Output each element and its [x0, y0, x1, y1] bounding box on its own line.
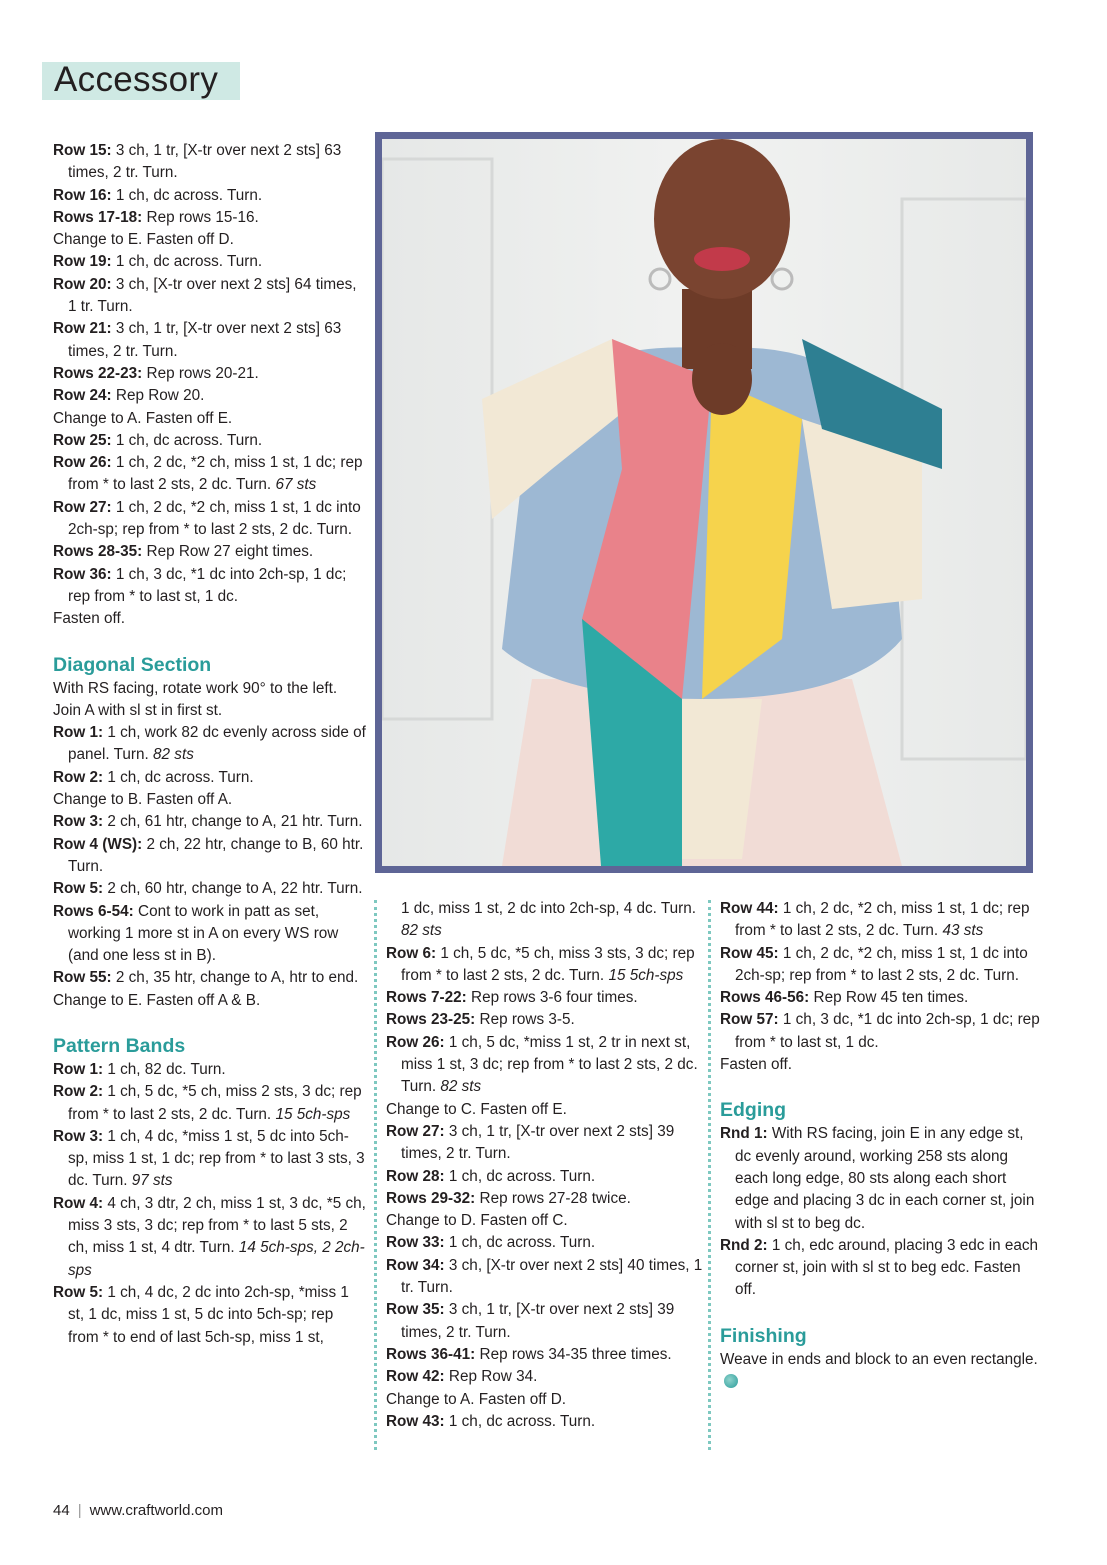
row-label: Rows 46-56:	[720, 989, 810, 1007]
row-label: Row 27:	[386, 1122, 445, 1140]
instruction-line	[386, 1032, 704, 1099]
instruction-line	[386, 1099, 704, 1121]
row-label: Row 6:	[386, 944, 437, 962]
instruction-text: 3 ch, 1 tr, [X-tr over next 2 sts] 63 times, 2 tr. Turn.	[68, 142, 342, 182]
instruction-text: 1 ch, dc across. Turn.	[111, 431, 263, 449]
row-label: Row 2:	[53, 1083, 104, 1101]
instruction-line	[53, 678, 368, 700]
instruction-text: 2 ch, 22 htr, change to B, 60 htr. Turn.	[68, 835, 364, 875]
row-label: Row 20:	[53, 275, 112, 293]
instruction-text: 1 dc, miss 1 st, 2 dc into 2ch-sp, 4 dc. Turn.	[401, 900, 697, 917]
row-label: Row 55:	[53, 969, 112, 987]
instruction-line	[53, 318, 368, 363]
row-label: Row 57:	[720, 1011, 779, 1029]
row-label: Row 4:	[53, 1194, 104, 1212]
row-label: Row 34:	[386, 1256, 445, 1274]
photo-frame	[375, 132, 1033, 873]
instruction-text: 2 ch, 60 htr, change to A, 22 htr. Turn.	[103, 880, 363, 898]
instruction-line	[53, 140, 368, 185]
instruction-line	[386, 987, 704, 1009]
instruction-line	[53, 878, 368, 900]
instruction-text: Rep rows 3-6 four times.	[466, 989, 638, 1007]
instruction-text: 2 ch, 61 htr, change to A, 21 htr. Turn.	[103, 813, 363, 831]
instruction-line	[53, 789, 368, 811]
instruction-text: 1 ch, 2 dc, *2 ch, miss 1 st, 1 dc; rep from * to last 2 sts, 2 dc. Turn.	[735, 900, 1030, 940]
instruction-text: 1 ch, 3 dc, *1 dc into 2ch-sp, 1 dc; rep from * to last st, 1 dc.	[68, 565, 347, 605]
instruction-line	[53, 363, 368, 385]
instruction-line	[386, 1255, 704, 1300]
instruction-text: Change to E. Fasten off A & B.	[53, 991, 261, 1009]
instruction-line	[53, 811, 368, 833]
stitch-count: 67 sts	[275, 476, 317, 494]
instruction-text: Change to D. Fasten off C.	[386, 1212, 568, 1230]
section-heading: Diagonal Section	[53, 653, 212, 676]
instruction-text: Change to A. Fasten off D.	[386, 1390, 566, 1408]
instruction-line	[53, 722, 368, 767]
instruction-line	[53, 274, 368, 319]
stitch-count: 82 sts	[440, 1078, 482, 1096]
stitch-count: 97 sts	[131, 1172, 173, 1190]
instruction-text: Change to A. Fasten off E.	[53, 409, 233, 427]
model-photo	[382, 139, 1026, 866]
row-label: Row 43:	[386, 1412, 445, 1430]
row-label: Row 28:	[386, 1167, 445, 1185]
instruction-line	[53, 497, 368, 542]
row-label: Rnd 2:	[720, 1236, 768, 1254]
instruction-text: Rep Row 34.	[444, 1368, 538, 1386]
instruction-text: 3 ch, 1 tr, [X-tr over next 2 sts] 63 times, 2 tr. Turn.	[68, 320, 342, 360]
instruction-line	[386, 1166, 704, 1188]
row-label: Row 45:	[720, 944, 779, 962]
instruction-line	[720, 1235, 1040, 1302]
instruction-line	[53, 1193, 368, 1282]
column-2	[386, 898, 704, 1433]
spacer	[720, 1302, 1040, 1324]
row-label: Row 3:	[53, 813, 104, 831]
instruction-text: 1 ch, 82 dc. Turn.	[103, 1060, 226, 1078]
instruction-text: Rep Row 45 ten times.	[809, 989, 969, 1007]
instruction-line	[386, 1299, 704, 1344]
section-heading: Pattern Bands	[53, 1034, 186, 1057]
instruction-text: 2 ch, 35 htr, change to A, htr to end.	[111, 969, 359, 987]
row-label: Row 19:	[53, 253, 112, 271]
instruction-text: 1 ch, dc across. Turn.	[111, 186, 263, 204]
instruction-line	[386, 1411, 704, 1433]
model-illustration	[382, 139, 1026, 866]
row-label: Rows 28-35:	[53, 543, 143, 561]
instruction-text: Rep rows 3-5.	[475, 1011, 575, 1029]
spacer	[53, 1012, 368, 1034]
row-label: Row 26:	[53, 454, 112, 472]
instruction-text: Rep Row 27 eight times.	[142, 543, 314, 561]
instruction-line	[720, 1123, 1040, 1234]
instruction-line	[53, 834, 368, 879]
spacer	[53, 631, 368, 653]
instruction-line	[53, 385, 368, 407]
instruction-line	[53, 1126, 368, 1193]
instruction-text: 1 ch, dc across. Turn.	[444, 1412, 596, 1430]
instruction-text: With RS facing, join E in any edge st, dc evenly around, working 258 sts along each long edge, 80 sts along each short edge and placing 3 dc in each corner st, join with sl st to beg dc.	[735, 1125, 1035, 1232]
instruction-text: 3 ch, 1 tr, [X-tr over next 2 sts] 39 times, 2 tr. Turn.	[401, 1122, 675, 1163]
row-label: Row 35:	[386, 1301, 445, 1319]
row-label: Row 2:	[53, 768, 104, 786]
instruction-text: 1 ch, edc around, placing 3 edc in each corner st, join with sl st to beg edc. Fasten off.	[735, 1236, 1039, 1299]
instruction-line	[53, 967, 368, 989]
instruction-line	[53, 767, 368, 789]
row-label: Row 1:	[53, 724, 104, 742]
row-label: Row 44:	[720, 900, 779, 917]
instruction-text: 1 ch, 2 dc, *2 ch, miss 1 st, 1 dc; rep from * to last 2 sts, 2 dc. Turn.	[68, 454, 363, 494]
column-1	[53, 140, 368, 1349]
instruction-text: Join A with sl st in first st.	[53, 701, 223, 719]
instruction-line	[720, 943, 1040, 988]
instruction-text: 1 ch, 5 dc, *5 ch, miss 2 sts, 3 dc; rep from * to last 2 sts, 2 dc. Turn.	[68, 1083, 362, 1123]
instruction-text: 1 ch, dc across. Turn.	[103, 768, 254, 786]
instruction-line	[386, 1366, 704, 1388]
instruction-text: Weave in ends and block to an even rectangle.	[720, 1350, 1038, 1368]
row-label: Rows 36-41:	[386, 1345, 476, 1363]
page-number: 44	[53, 1502, 70, 1519]
instruction-line	[386, 1009, 704, 1031]
row-label: Row 4 (WS):	[53, 835, 143, 853]
instruction-text: Fasten off.	[53, 610, 125, 628]
website-url[interactable]: www.craftworld.com	[89, 1502, 223, 1519]
instruction-text: 1 ch, dc across. Turn.	[111, 253, 263, 271]
row-label: Row 1:	[53, 1060, 104, 1078]
stitch-count: 14 5ch-sps, 2 2ch-sps	[68, 1239, 365, 1279]
instruction-text: 1 ch, 5 dc, *miss 1 st, 2 tr in next st, miss 1 st, 3 dc; rep from * to last 2 sts, 2 dc. Turn.	[401, 1033, 698, 1096]
instruction-line	[53, 564, 368, 609]
instruction-line	[386, 898, 704, 943]
row-label: Rows 17-18:	[53, 208, 143, 226]
stitch-count: 15 5ch-sps	[275, 1105, 351, 1123]
row-label: Row 42:	[386, 1368, 445, 1386]
instruction-text: 1 ch, dc across. Turn.	[444, 1234, 596, 1252]
page-footer	[53, 1502, 223, 1519]
section-tag	[42, 62, 240, 100]
instruction-text: 3 ch, [X-tr over next 2 sts] 64 times, 1 tr. Turn.	[68, 275, 357, 316]
section-heading: Finishing	[720, 1324, 807, 1347]
section-tag-label: Accessory	[54, 60, 219, 99]
row-label: Row 5:	[53, 880, 104, 898]
section-heading: Edging	[720, 1099, 787, 1122]
instruction-line	[720, 1349, 1040, 1394]
row-label: Row 25:	[53, 431, 112, 449]
instruction-line	[53, 990, 368, 1012]
instruction-line	[720, 987, 1040, 1009]
instruction-line	[386, 1232, 704, 1254]
spacer	[720, 1076, 1040, 1098]
row-label: Row 21:	[53, 320, 112, 338]
stitch-count: 82 sts	[401, 922, 442, 940]
instruction-line	[386, 1389, 704, 1411]
instruction-text: 1 ch, work 82 dc evenly across side of panel. Turn.	[68, 724, 366, 764]
instruction-line	[53, 207, 368, 229]
instruction-text: With RS facing, rotate work 90° to the left.	[53, 679, 338, 697]
instruction-line	[53, 1059, 368, 1081]
column-divider	[708, 900, 711, 1450]
instruction-line	[53, 608, 368, 630]
instruction-line	[53, 1081, 368, 1126]
instruction-line	[53, 541, 368, 563]
row-label: Row 36:	[53, 565, 112, 583]
row-label: Rows 23-25:	[386, 1011, 476, 1029]
instruction-line	[720, 1054, 1040, 1076]
row-label: Rows 22-23:	[53, 364, 143, 382]
row-label: Row 3:	[53, 1127, 104, 1145]
instruction-text: Rep rows 34-35 three times.	[475, 1345, 672, 1363]
stitch-count: 15 5ch-sps	[608, 966, 684, 984]
instruction-text: Rep rows 27-28 twice.	[475, 1189, 631, 1207]
instruction-text: Change to B. Fasten off A.	[53, 791, 233, 809]
instruction-line	[53, 700, 368, 722]
instruction-text: 1 ch, dc across. Turn.	[444, 1167, 596, 1185]
row-label: Row 26:	[386, 1033, 445, 1051]
row-label: Rnd 1:	[720, 1125, 768, 1143]
stitch-count: 82 sts	[153, 746, 194, 764]
instruction-text: Cont to work in patt as set, working 1 more st in A on every WS row (and one less st in B).	[68, 902, 339, 965]
instruction-text: Change to C. Fasten off E.	[386, 1100, 567, 1118]
instruction-line	[53, 452, 368, 497]
row-label: Rows 7-22:	[386, 989, 467, 1007]
instruction-text: 1 ch, 2 dc, *2 ch, miss 1 st, 1 dc into 2ch-sp; rep from * to last 2 sts, 2 dc. Turn.	[735, 944, 1028, 984]
row-label: Row 5:	[53, 1283, 104, 1301]
column-divider	[374, 900, 377, 1450]
instruction-text: Rep rows 15-16.	[142, 208, 259, 226]
row-label: Row 16:	[53, 186, 112, 204]
row-label: Row 33:	[386, 1234, 445, 1252]
instruction-line	[53, 1282, 368, 1349]
instruction-text: 3 ch, 1 tr, [X-tr over next 2 sts] 39 times, 2 tr. Turn.	[401, 1301, 675, 1341]
instruction-text: 1 ch, 4 dc, *miss 1 st, 5 dc into 5ch-sp, miss 1 st, 1 dc; rep from * to last 3 sts, 3 dc. Turn.	[68, 1127, 365, 1190]
instruction-line	[386, 1344, 704, 1366]
instruction-line	[53, 430, 368, 452]
instruction-text: Change to E. Fasten off D.	[53, 231, 234, 249]
instruction-line	[53, 251, 368, 273]
instruction-text: 1 ch, 5 dc, *5 ch, miss 3 sts, 3 dc; rep from * to last 2 sts, 2 dc. Turn.	[401, 944, 695, 984]
instruction-text: Rep rows 20-21.	[142, 364, 259, 382]
footer-separator: |	[77, 1502, 82, 1519]
instruction-line	[386, 943, 704, 988]
row-label: Row 24:	[53, 387, 112, 405]
instruction-line	[386, 1188, 704, 1210]
instruction-line	[720, 898, 1040, 943]
instruction-line	[53, 408, 368, 430]
instruction-line	[720, 1009, 1040, 1054]
instruction-text: 4 ch, 3 dtr, 2 ch, miss 1 st, 3 dc, *5 ch, miss 3 sts, 3 dc; rep from * to last 5 sts, 2 ch, miss 1 st, 4 dtr. Turn.	[68, 1194, 366, 1257]
yarn-ball-icon	[724, 1374, 738, 1388]
instruction-text: 3 ch, [X-tr over next 2 sts] 40 times, 1 tr. Turn.	[401, 1256, 703, 1297]
instruction-line	[53, 229, 368, 251]
instruction-line	[53, 901, 368, 968]
instruction-text: 1 ch, 2 dc, *2 ch, miss 1 st, 1 dc into 2ch-sp; rep from * to last 2 sts, 2 dc. Turn.	[68, 498, 361, 539]
instruction-text: Rep Row 20.	[111, 387, 205, 405]
row-label: Row 15:	[53, 142, 112, 159]
row-label: Rows 29-32:	[386, 1189, 476, 1207]
stitch-count: 43 sts	[942, 922, 984, 940]
row-label: Row 27:	[53, 498, 112, 516]
column-3	[720, 898, 1040, 1393]
instruction-line	[53, 185, 368, 207]
row-label: Rows 6-54:	[53, 902, 134, 920]
instruction-line	[386, 1210, 704, 1232]
instruction-text: 1 ch, 4 dc, 2 dc into 2ch-sp, *miss 1 st, 1 dc, miss 1 st, 5 dc into 5ch-sp; rep from * to end of last 5ch-sp, miss 1 st,	[68, 1283, 349, 1346]
instruction-text: Fasten off.	[720, 1056, 792, 1074]
instruction-line	[386, 1121, 704, 1166]
instruction-text: 1 ch, 3 dc, *1 dc into 2ch-sp, 1 dc; rep from * to last st, 1 dc.	[735, 1011, 1040, 1051]
